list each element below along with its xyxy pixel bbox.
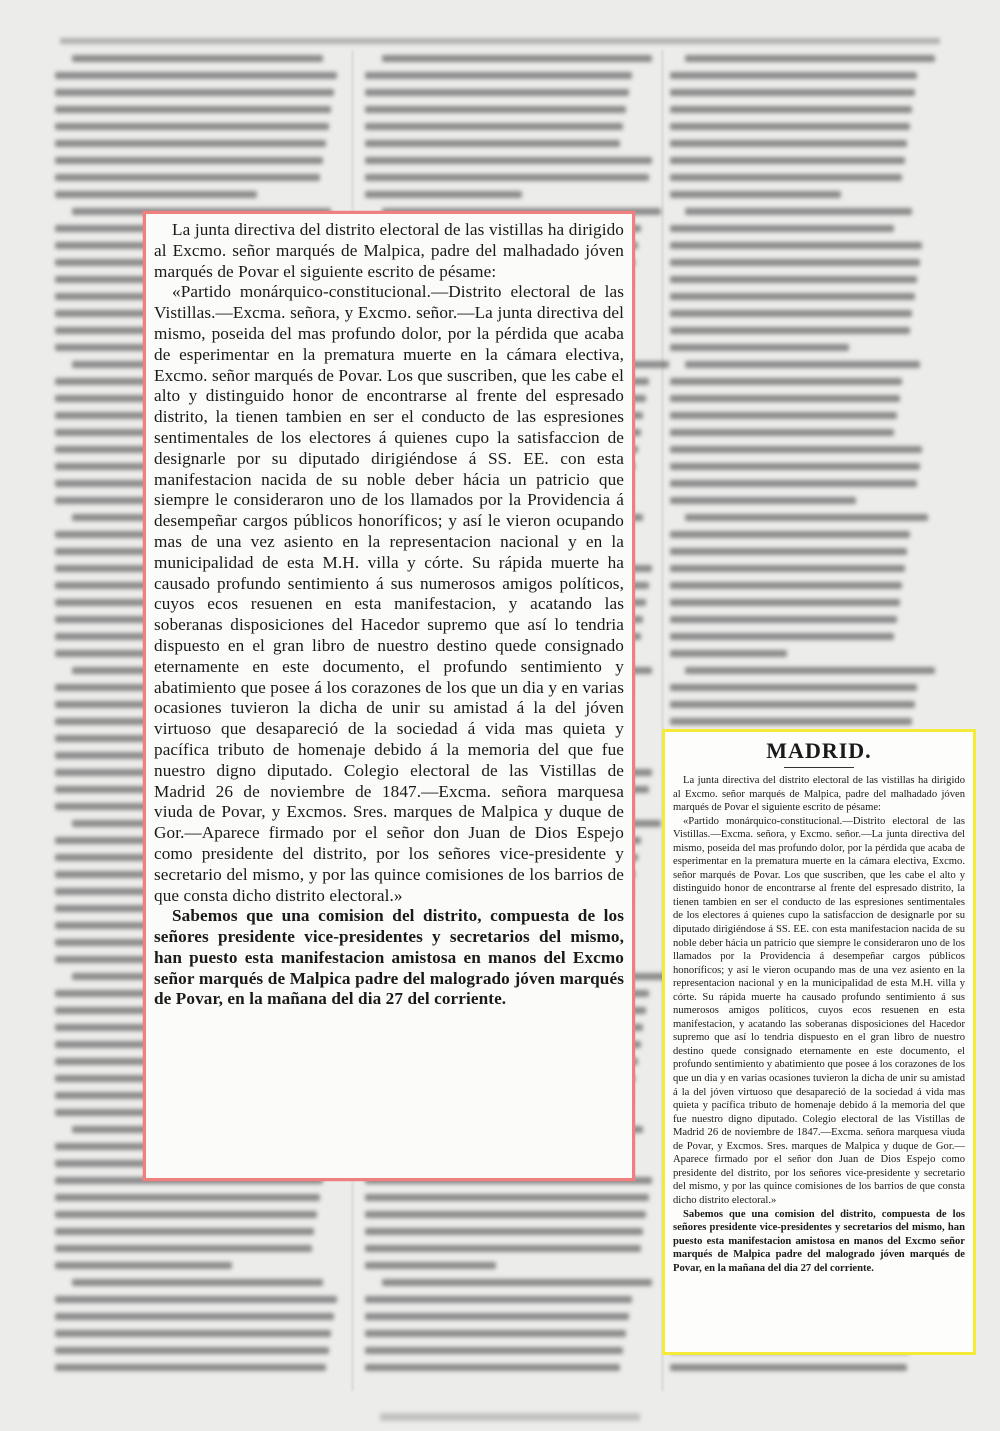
- background-text-line: [670, 276, 917, 283]
- background-text-line: [670, 429, 894, 436]
- background-text-line: [365, 1245, 641, 1252]
- main-article-paragraph-2: «Partido monárquico-constitucional.—Distrito electoral de las Vistillas.—Excma. señora, y Excmo. señor.—La junta directiva del mismo, poseida del mas profundo dolor, por la pérdida que acaba de esperimentar en la prematura muerte en la cámara electiva, Excmo. señor marqués de Povar. Los que suscriben, que les cabe el alto y distinguido honor de encontrarse al frente del espresado distrito, la tienen tambien en ser el conducto de las espresiones sentimentales de los electores á quienes cupo la satisfaccion de designarle por su diputado dirigiéndose á SS. EE. con esta manifestacion nacida de su noble deber hácia un patricio que siempre le consideraron uno de los llamados por la Providencia á desempeñar cargos públicos honoríficos; y así le vieron ocupando mas de una vez asiento en la representacion nacional y en la municipalidad de esta M.H. villa y córte. Su rápida muerte ha causado profundo sentimiento á sus numerosos amigos políticos, cuyos ecos resuenen en esta manifestacion, y acatando las soberanas disposiciones del Hacedor supremo que así lo tendria dispuesto en el gran libro de nuestro destino quede consignado eternamente en este documento, el profundo sentimiento y abatimiento que posee á los corazones de los que un dia y en varias ocasiones tuvieron la dicha de unir su amistad á la del jóven virtuoso que desapareció de la sociedad á vida mas quieta y pacífica tributo de homenaje debido á la memoria del que fue nuestro digno diputado. Colegio electoral de las Vistillas de Madrid 26 de noviembre de 1847.—Excma. señora marquesa viuda de Povar, y Excmos. Sres. marques de Malpica y duque de Gor.—Aparece firmado por el señor don Juan de Dios Espejo como presidente del distrito, por los señores vice-presidente y secretario del mismo, y por las quince comisiones de los barrios de que consta dicho distrito electoral.»: [154, 282, 624, 905]
- background-text-line: [55, 1347, 329, 1354]
- background-text-line: [365, 123, 623, 130]
- background-text-line: [670, 480, 917, 487]
- side-article-paragraph-2: «Partido monárquico-constitucional.—Distrito electoral de las Vistillas.—Excma. señora, y Excmo. señor.—La junta directiva del mismo, poseida del mas profundo dolor, por la pérdida que acaba de esperimentar en la prematura muerte en la cámara electiva, Excmo. señor marqués de Povar. Los que suscriben, que les cabe el alto y distinguido honor de encontrarse al frente del espresado distrito, la tienen tambien en ser el conducto de las espresiones sentimentales de los electores á quienes cupo la satisfaccion de designarle por su diputado dirigiéndose á SS. EE. con esta manifestacion nacida de su noble deber hácia un patricio que siempre le consideraron uno de los llamados por la Providencia á desempeñar cargos públicos honoríficos; y así le vieron ocupando mas de una vez asiento en la representacion nacional y en la municipalidad de esta M.H. villa y córte. Su rápida muerte ha causado profundo sentimiento á sus numerosos amigos políticos, cuyos ecos resuenen en esta manifestacion, y acatando las soberanas disposiciones del Hacedor supremo que así lo tendria dispuesto en el gran libro de nuestro destino quede consignado eternamente en este documento, el profundo sentimiento y abatimiento que posee á los corazones de los que un dia y en varias ocasiones tuvieron la dicha de unir su amistad á la del jóven virtuoso que desapareció de la sociedad á vida mas quieta y pacífica tributo de homenaje debido á la memoria del que fue nuestro digno diputado. Colegio electoral de las Vistillas de Madrid 26 de noviembre de 1847.—Excma. señora marquesa viuda de Povar, y Excmos. Sres. marques de Malpica y duque de Gor.—Aparece firmado por el señor don Juan de Dios Espejo como presidente del distrito, por los señores vice-presidente y secretario del mismo, y por las quince comisiones de los barrios de que consta dicho distrito electoral.»: [673, 815, 965, 1206]
- background-text-line: [685, 361, 920, 368]
- background-text-line: [670, 259, 920, 266]
- background-text-line: [365, 1228, 643, 1235]
- background-text-line: [685, 208, 912, 215]
- background-text-line: [365, 89, 629, 96]
- background-text-line: [365, 72, 632, 79]
- background-text-line: [670, 310, 912, 317]
- main-article-paragraph-1: La junta directiva del distrito electoral de las vistillas ha dirigido al Excmo. señor marqués de Malpica, padre del malhadado jóven marqués de Povar el siguiente escrito de pésame:: [154, 220, 624, 281]
- background-text-line: [365, 1194, 649, 1201]
- background-text-line: [670, 446, 922, 453]
- side-article-paragraph-3: Sabemos que una comision del distrito, compuesta de los señores presidente vice-presidentes y secretarios del mismo, han puesto esta manifestacion amistosa en manos del Excmo señor marqués de Malpica padre del malogrado jóven marqués de Povar, en la mañana del dia 27 del corriente.: [673, 1208, 965, 1274]
- background-text-line: [670, 242, 922, 249]
- background-text-line: [670, 395, 900, 402]
- background-text-line: [670, 225, 894, 232]
- background-text-line: [55, 1211, 317, 1218]
- background-text-line: [55, 1330, 331, 1337]
- background-text-line: [670, 1364, 907, 1371]
- background-footer-line: [380, 1413, 640, 1421]
- background-text-line: [365, 1330, 626, 1337]
- background-text-line: [670, 616, 897, 623]
- background-text-line: [365, 1313, 629, 1320]
- background-text-line: [670, 599, 900, 606]
- background-text-line: [670, 463, 920, 470]
- background-text-line: [670, 89, 915, 96]
- background-text-line: [365, 1262, 496, 1269]
- background-text-line: [670, 548, 907, 555]
- background-text-line: [670, 72, 917, 79]
- background-text-line: [670, 106, 912, 113]
- background-text-line: [670, 412, 897, 419]
- background-text-line: [55, 174, 320, 181]
- background-text-line: [670, 157, 905, 164]
- background-text-line: [55, 123, 329, 130]
- background-text-line: [685, 514, 927, 521]
- background-text-line: [670, 327, 910, 334]
- side-article-highlight: [662, 729, 976, 1355]
- background-masthead-line: [60, 38, 940, 44]
- background-text-line: [55, 157, 323, 164]
- background-text-line: [365, 1296, 632, 1303]
- background-text-line: [55, 1313, 334, 1320]
- background-text-line: [365, 157, 652, 164]
- background-text-line: [55, 72, 337, 79]
- background-text-line: [670, 531, 910, 538]
- background-text-line: [670, 582, 902, 589]
- background-text-line: [365, 106, 626, 113]
- background-text-line: [365, 1364, 620, 1371]
- background-text-line: [365, 174, 649, 181]
- background-text-line: [72, 55, 323, 62]
- background-text-line: [670, 174, 902, 181]
- background-text-line: [365, 140, 620, 147]
- background-text-line: [55, 106, 331, 113]
- background-text-line: [670, 650, 787, 657]
- background-text-line: [382, 1279, 652, 1286]
- background-text-line: [55, 191, 257, 198]
- side-article-paragraph-1: La junta directiva del distrito electoral de las vistillas ha dirigido al Excmo. señor marqués de Malpica, padre del malhadado jóven marqués de Povar el siguiente escrito de pésame:: [673, 775, 965, 814]
- background-text-line: [685, 55, 935, 62]
- background-text-line: [55, 1296, 337, 1303]
- background-text-line: [382, 55, 652, 62]
- background-text-line: [670, 123, 910, 130]
- background-text-line: [670, 718, 912, 725]
- background-text-line: [55, 89, 334, 96]
- background-text-line: [55, 1262, 232, 1269]
- background-text-line: [72, 1279, 323, 1286]
- background-text-line: [670, 701, 915, 708]
- background-text-line: [670, 140, 907, 147]
- background-text-line: [670, 633, 894, 640]
- background-text-line: [685, 667, 935, 674]
- background-text-line: [55, 140, 326, 147]
- background-text-line: [670, 565, 905, 572]
- background-text-line: [670, 293, 915, 300]
- background-text-line: [55, 1364, 326, 1371]
- background-text-line: [55, 1245, 312, 1252]
- background-text-line: [365, 1347, 623, 1354]
- background-text-line: [55, 1194, 320, 1201]
- background-text-line: [670, 344, 849, 351]
- background-text-line: [55, 1228, 314, 1235]
- background-text-line: [670, 191, 841, 198]
- background-text-line: [365, 191, 522, 198]
- main-article-highlight: [143, 211, 635, 1181]
- main-article-paragraph-3: Sabemos que una comision del distrito, compuesta de los señores presidente vice-presidentes y secretarios del mismo, han puesto esta manifestacion amistosa en manos del Excmo señor marqués de Malpica padre del malogrado jóven marqués de Povar, en la mañana del dia 27 del corriente.: [154, 906, 624, 1009]
- background-text-line: [670, 684, 917, 691]
- background-text-line: [365, 1211, 646, 1218]
- side-article-title: MADRID.: [673, 738, 965, 768]
- background-text-line: [670, 378, 902, 385]
- background-text-line: [670, 497, 856, 504]
